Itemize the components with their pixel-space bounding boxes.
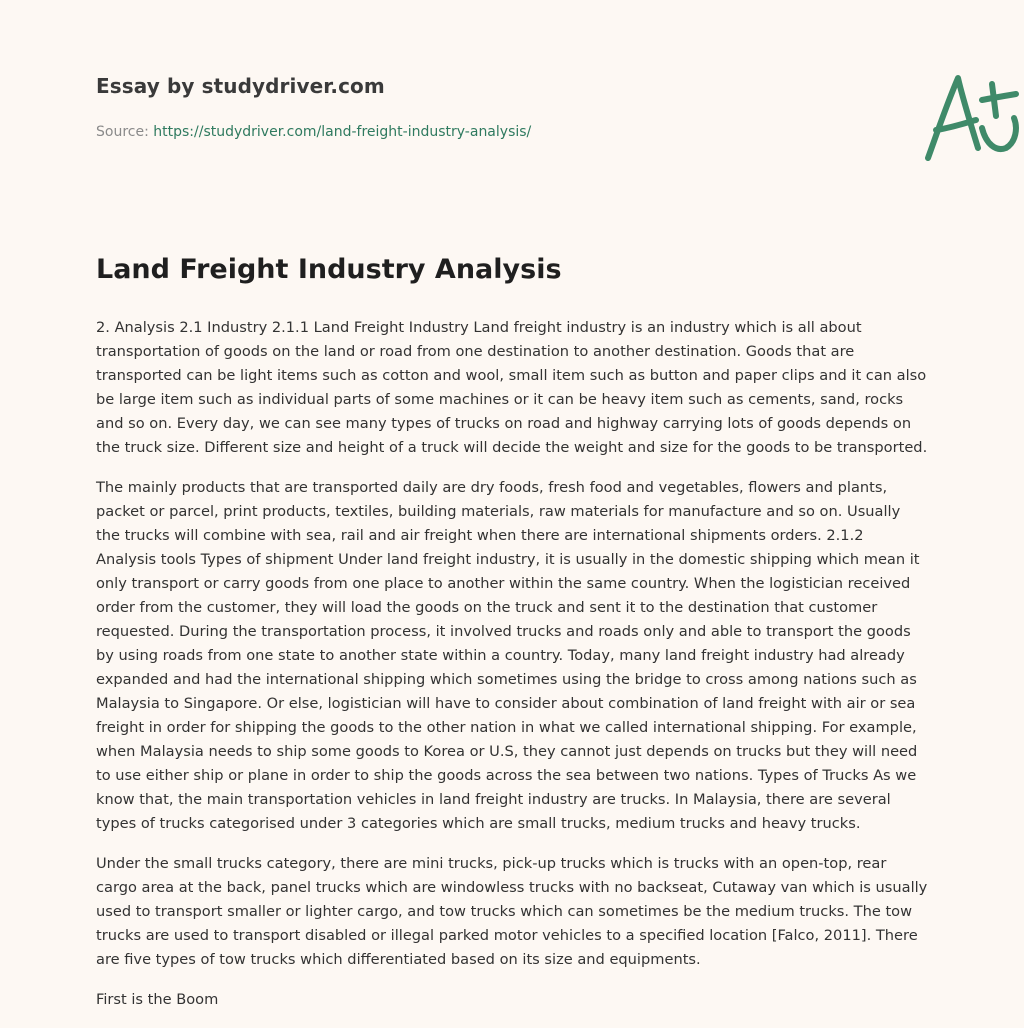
source-label: Source: [96, 124, 154, 140]
paragraph: Under the small trucks category, there are mini trucks, pick-up trucks which is trucks with an open-top, rear cargo area at the back, panel trucks which are windowless trucks with no backseat, Cutaway van which is usually used to transport smaller or lighter cargo, and tow trucks which can sometimes be the medium trucks. The tow trucks are used to transport disabled or illegal parked motor vehicles to a specified location [Falco, 2011]. There are five types of tow trucks which differentiated based on its size and equipments. [96, 855, 928, 968]
source-line [96, 124, 531, 140]
a-plus-logo-icon [916, 66, 1024, 166]
paragraph: The mainly products that are transported daily are dry foods, fresh food and vegetables, flowers and plants, packet or parcel, print products, textiles, building materials, raw materials for manufacture and so on. Usually the trucks will combine with sea, rail and air freight when there are international shipments orders. 2.1.2 Analysis tools Types of shipment Under land freight industry, it is usually in the domestic shipping which mean it only transport or carry goods from one place to another within the same country. When the logistician received order from the customer, they will load the goods on the truck and sent it to the destination that customer requested. During the transportation process, it involved trucks and roads only and able to transport the goods by using roads from one state to another state within a country. Today, many land freight industry had already expanded and had the international shipping which sometimes using the bridge to cross among nations such as Malaysia to Singapore. Or else, logistician will have to consider about combination of land freight with air or sea freight in order for shipping the goods to the other nation in what we called international shipping. For example, when Malaysia needs to ship some goods to Korea or U.S, they cannot just depends on trucks but they will need to use either ship or plane in order to ship the goods across the sea between two nations. Types of Trucks As we know that, the main transportation vehicles in land freight industry are trucks. In Malaysia, there are several types of trucks categorised under 3 categories which are small trucks, medium trucks and heavy trucks. [96, 479, 920, 832]
paragraph: 2. Analysis 2.1 Industry 2.1.1 Land Freight Industry Land freight industry is an industry which is all about transportation of goods on the land or road from one destination to another destination. Goods that are transported can be light items such as cotton and wool, small item such as button and paper clips and it can also be large item such as individual parts of some machines or it can be heavy item such as cements, sand, rocks and so on. Every day, we can see many types of trucks on road and highway carrying lots of goods depends on the truck size. Different size and height of a truck will decide the weight and size for the goods to be transported. [96, 319, 928, 456]
essay-body [96, 316, 928, 1028]
paragraph: First is the Boom [96, 991, 219, 1008]
site-brand: Essay by studydriver.com [96, 74, 385, 98]
source-link[interactable]: https://studydriver.com/land-freight-industry-analysis/ [153, 124, 532, 140]
essay-title: Land Freight Industry Analysis [96, 254, 562, 285]
